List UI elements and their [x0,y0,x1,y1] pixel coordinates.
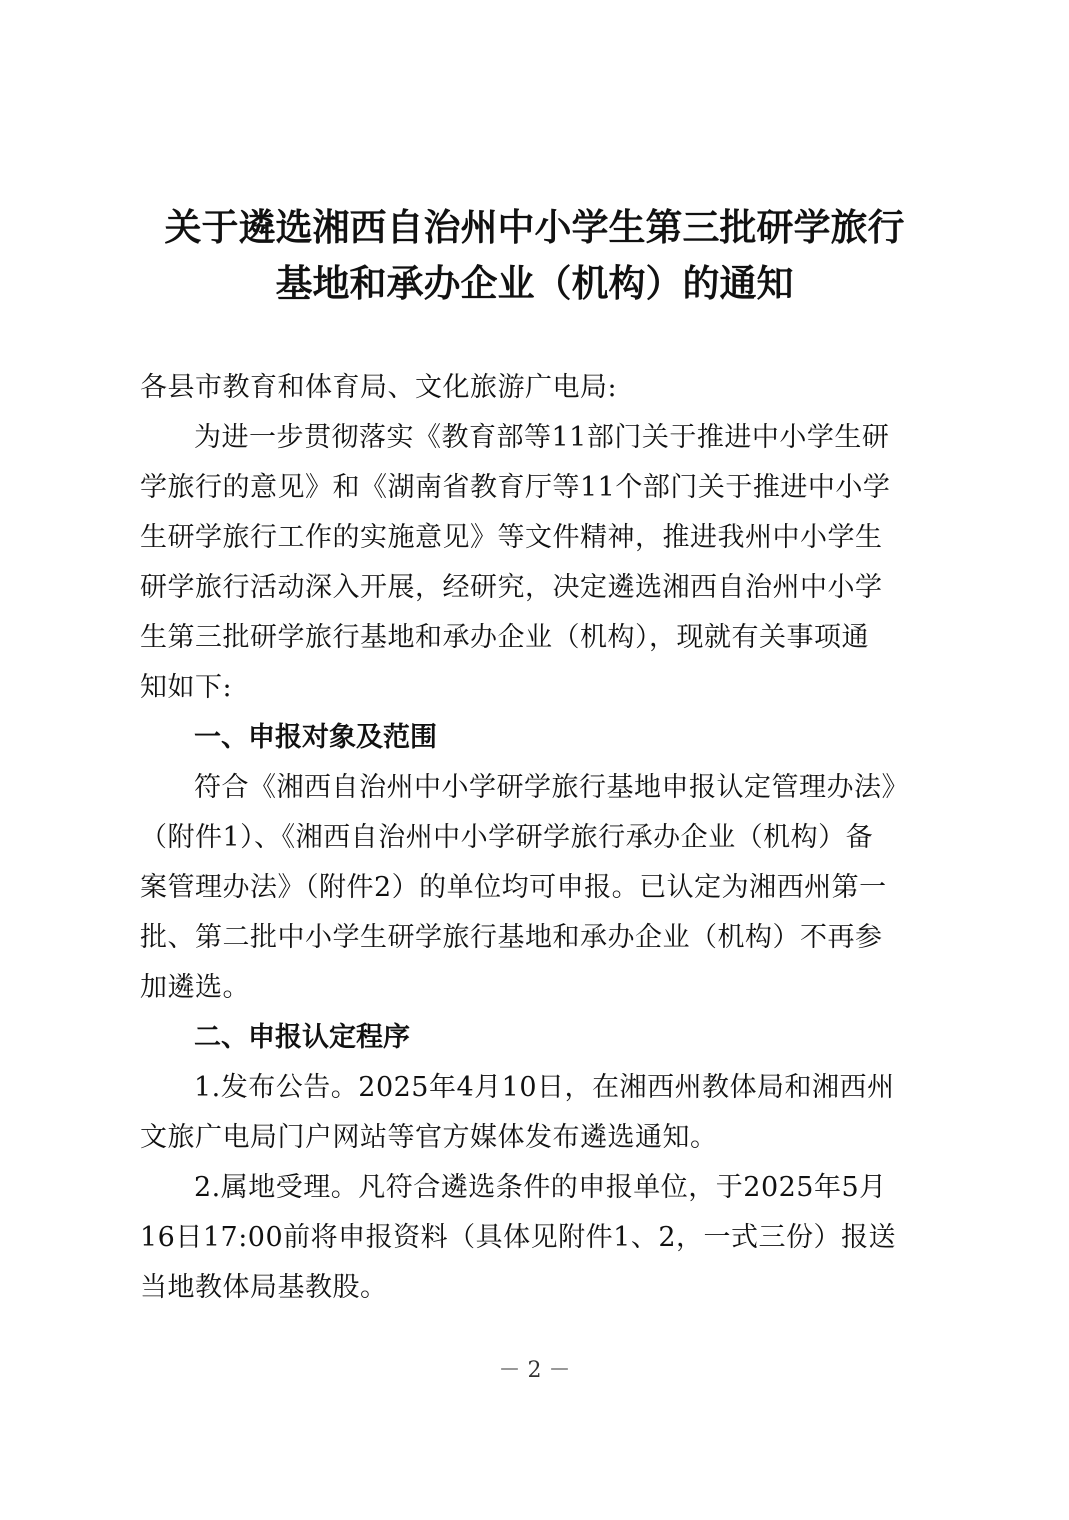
paragraph-1-line: 生第三批研学旅行基地和承办企业（机构），现就有关事项通 [140,622,869,653]
page-number: － 2 － [498,1358,571,1383]
paragraph-4-line: 16日17:00前将申报资料（具体见附件1、2，一式三份）报送 [140,1222,897,1253]
section-heading-1: 一、申报对象及范围 [194,722,437,753]
paragraph-1-line: 研学旅行活动深入开展，经研究，决定遴选湘西自治州中小学 [140,572,883,603]
paragraph-4-line: 2.属地受理。凡符合遴选条件的申报单位，于2025年5月 [194,1172,887,1203]
salutation: 各县市教育和体育局、文化旅游广电局: [140,372,618,403]
paragraph-1-line: 为进一步贯彻落实《教育部等11部门关于推进中小学生研 [194,422,890,453]
paragraph-1-line: 学旅行的意见》和《湖南省教育厅等11个部门关于推进中小学 [140,472,891,503]
document-title-line-1: 关于遴选湘西自治州中小学生第三批研学旅行 [164,206,905,249]
paragraph-1-line: 知如下: [140,672,233,703]
paragraph-3-line: 文旅广电局门户网站等官方媒体发布遴选通知。 [140,1122,718,1153]
section-heading-2: 二、申报认定程序 [194,1022,410,1053]
paragraph-2-line: 案管理办法》（附件2）的单位均可申报。已认定为湘西州第一 [140,872,887,903]
document-title-line-2: 基地和承办企业（机构）的通知 [275,262,794,305]
paragraph-3-line: 1.发布公告。2025年4月10日，在湘西州教体局和湘西州 [194,1072,895,1103]
paragraph-2-line: 符合《湘西自治州中小学研学旅行基地申报认定管理办法》 [194,772,909,803]
paragraph-4-line: 当地教体局基教股。 [140,1272,388,1303]
paragraph-1-line: 生研学旅行工作的实施意见》等文件精神，推进我州中小学生 [140,522,883,553]
paragraph-2-line: 加遴选。 [140,972,250,1003]
paragraph-2-line: 批、第二批中小学生研学旅行基地和承办企业（机构）不再参 [140,922,883,953]
paragraph-2-line: （附件1）、《湘西自治州中小学研学旅行承办企业（机构）备 [140,822,874,853]
